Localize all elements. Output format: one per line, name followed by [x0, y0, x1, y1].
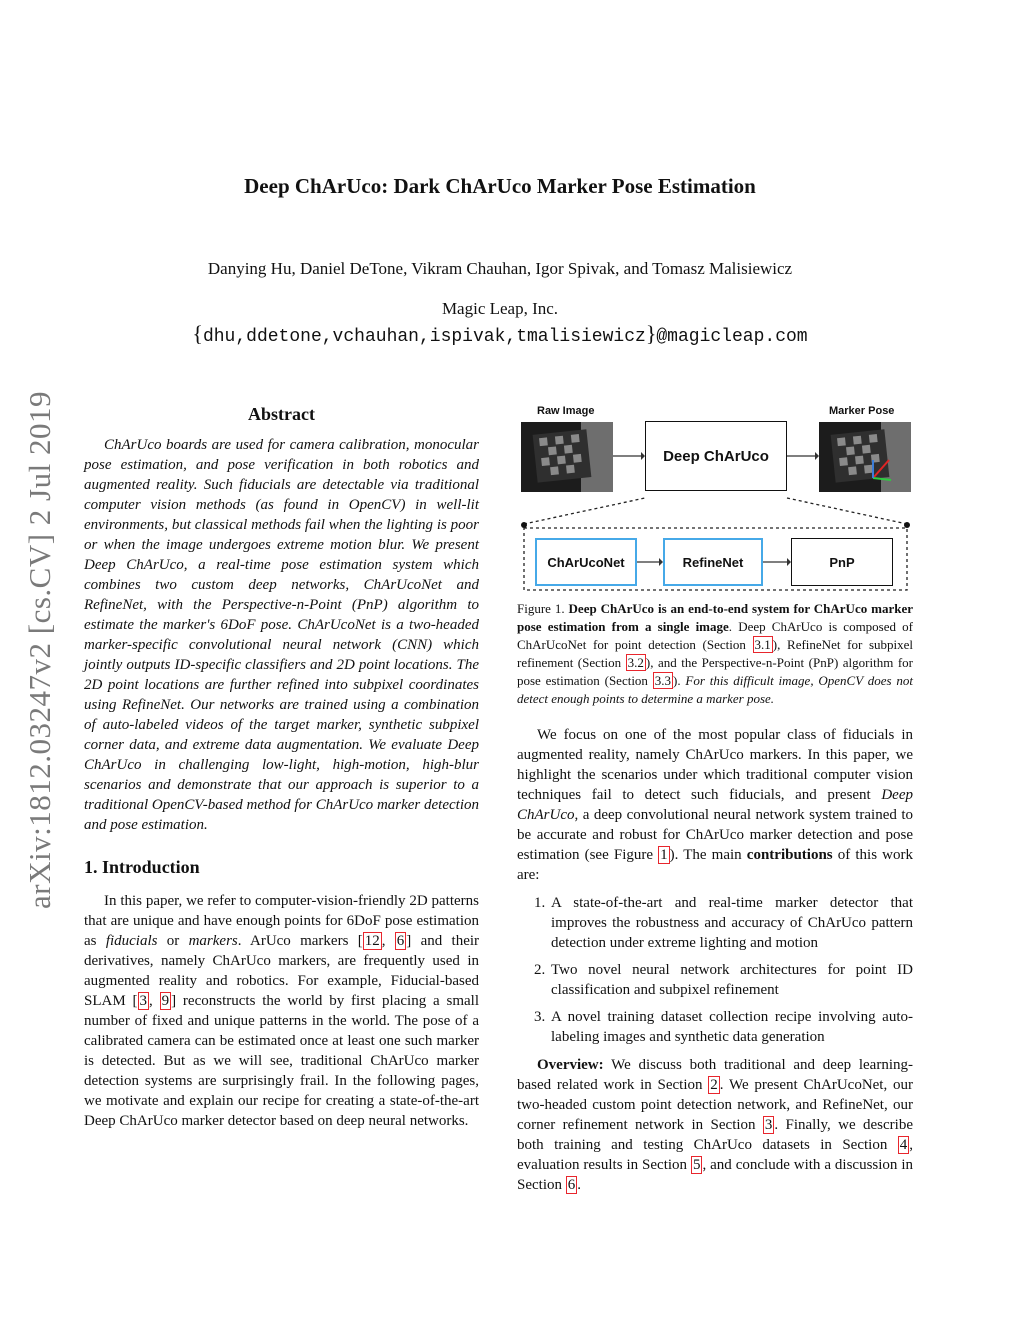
text-run: ), RefineNet for subpixel refinement (Section	[517, 637, 914, 670]
section-link-3-2[interactable]: 3.2	[627, 655, 644, 670]
list-item: 2. Two novel neural network architectures for point ID classification and subpixel refinement	[549, 960, 913, 1000]
raw-image-photo	[521, 422, 613, 492]
text-run: In this paper, we refer to computer-vision-friendly 2D patterns that are unique and have enough points for 6DoF pose estimation as	[84, 893, 479, 949]
emphasis-deep-charuco: Deep ChArUco	[517, 787, 913, 823]
section-link-3-1[interactable]: 3.1	[754, 637, 771, 652]
email-usernames: dhu,ddetone,vchauhan,ispivak,tmalisiewicz	[202, 327, 646, 347]
text-run: . We present ChArUcoNet, our two-headed custom point detection network, and RefineNet, our corner refinement network in Section	[517, 1077, 913, 1133]
section-link-3-3[interactable]: 3.3	[654, 673, 671, 688]
overview-paragraph	[517, 1055, 913, 1195]
pnp-box: PnP	[791, 538, 893, 586]
arrow-to-pose-icon	[787, 450, 819, 462]
citation-link-9[interactable]: 9	[161, 993, 170, 1009]
charuco-board-pose-icon	[819, 422, 911, 492]
text-run: ,	[149, 993, 160, 1009]
text-run: of this work are:	[517, 847, 913, 883]
author-list: Danying Hu, Daniel DeTone, Vikram Chauhan, Igor Spivak, and Tomasz Malisiewicz	[207, 259, 793, 278]
arrow-to-model-icon	[613, 450, 645, 462]
figure-1	[517, 400, 913, 600]
email-brace-close: }	[645, 321, 657, 346]
focus-paragraph	[517, 725, 913, 885]
overview-label: Overview:	[537, 1057, 604, 1073]
abstract-text: ChArUco boards are used for camera calibration, monocular pose estimation, and pose verification in both robotics and augmented reality. Such fiducials are detectable via traditional computer vision methods (as found in OpenCV) in well-lit environments, but classical methods fail when the lighting is poor or when the image undergoes extreme motion blur. We present Deep ChArUco, a real-time pose estimation system which combines two custom deep networks, ChArUcoNet and RefineNet, with the Perspective-n-Point (PnP) algorithm to estimate the marker's 6DoF pose. ChArUcoNet is a two-headed marker-specific convolutional neural network (CNN) which jointly outputs ID-specific classifiers and 2D point locations. The 2D point locations are further refined into subpixel coordinates using RefineNet. Our networks are trained using a combination of auto-labeled videos of the target marker, synthetic subpixel corner data, and extreme data augmentation. We evaluate Deep ChArUco in challenging low-light, high-motion, high-blur scenarios and demonstrate that our approach is superior to a traditional OpenCV-based method for ChArUco marker detection and pose estimation.	[84, 437, 479, 833]
raw-image-label: Raw Image	[537, 405, 595, 417]
contributions-list	[517, 893, 913, 1047]
citation-link-3[interactable]: 3	[139, 993, 148, 1009]
text-run: . ArUco markers [	[237, 933, 363, 949]
marker-pose-photo	[819, 422, 911, 492]
affiliation: Magic Leap, Inc.	[441, 299, 559, 318]
caption-italic-text: For this difficult image, OpenCV does not detect enough points to determine a marker pose.	[517, 673, 913, 706]
figure-1-caption	[517, 600, 913, 708]
arxiv-identifier: arXiv:1812.03247v2 [cs.CV] 2 Jul 2019	[22, 391, 57, 909]
section-link-5[interactable]: 5	[692, 1157, 701, 1173]
email-brace-open: {	[192, 321, 203, 346]
text-run: ] and their derivatives, namely ChArUco markers, are frequently used in augmented reality and robotics. For example, Fiducial-based SLAM [	[84, 933, 480, 1009]
citation-link-12[interactable]: 12	[364, 933, 380, 949]
text-run: ,	[381, 933, 395, 949]
text-run: ).	[673, 673, 686, 688]
section-link-4[interactable]: 4	[899, 1137, 908, 1153]
introduction-heading: 1. Introduction	[84, 857, 200, 877]
figure-link-1[interactable]: 1	[660, 847, 668, 863]
section-link-2[interactable]: 2	[710, 1077, 718, 1093]
section-link-6[interactable]: 6	[567, 1177, 576, 1193]
emphasis-markers: markers	[188, 933, 238, 949]
caption-bold-text: Deep ChArUco is an end-to-end system for ChArUco marker pose estimation from a single image	[517, 601, 913, 634]
text-run: We focus on one of the most popular class of fiducials in augmented reality, namely ChArUco markers. In this paper, we highlight the scenarios under which traditional computer vision techniques fail to detect such fiducials, and present	[517, 727, 913, 803]
author-emails	[0, 321, 1000, 347]
text-run: or	[157, 933, 189, 949]
charuconet-box: ChArUcoNet	[535, 538, 637, 586]
emphasis-fiducials: fiducials	[105, 933, 158, 949]
list-item: 3. A novel training dataset collection recipe involving auto-labeling images and synthetic data generation	[549, 1007, 913, 1047]
text-run: We discuss both traditional and deep learning-based related work in Section	[517, 1057, 913, 1093]
emphasis-contributions: contributions	[746, 847, 833, 863]
text-run: ), and the Perspective-n-Point (PnP) algorithm for pose estimation (Section	[517, 655, 913, 688]
text-run: , and conclude with a discussion in Section	[517, 1157, 913, 1193]
section-link-3[interactable]: 3	[764, 1117, 773, 1133]
marker-pose-label: Marker Pose	[829, 405, 895, 417]
charuco-board-raw-icon	[521, 422, 613, 492]
introduction-paragraph	[84, 891, 479, 1131]
text-run: ). The main	[669, 847, 747, 863]
list-item: 1. A state-of-the-art and real-time marker detector that improves the robustness and accuracy of ChArUco pattern detection under extreme lighting and motion	[549, 893, 913, 953]
text-run: .	[577, 1177, 581, 1193]
right-column	[517, 600, 913, 1195]
left-column	[84, 404, 479, 1131]
email-domain: @magicleap.com	[656, 327, 808, 347]
text-run: ] reconstructs the world by first placing a small number of fixed and unique patterns in the world. The pose of a calibrated camera can be estimated once at least one such marker is detected. But as we will see, traditional ChArUco marker detection systems are surprisingly frail. In the following pages, we motivate and explain our recipe for creating a state-of-the-art Deep ChArUco marker detector based on deep neural networks.	[84, 993, 480, 1129]
citation-link-6[interactable]: 6	[396, 933, 405, 949]
text-run: , evaluation results in Section	[517, 1137, 913, 1173]
caption-number: Figure 1.	[517, 601, 569, 616]
abstract-heading: Abstract	[248, 404, 315, 424]
text-run: . Finally, we describe both training and testing ChArUco datasets in Section	[517, 1117, 913, 1153]
deep-charuco-box: Deep ChArUco	[645, 421, 787, 491]
text-run: . Deep ChArUco is composed of ChArUcoNet for point detection (Section	[517, 619, 913, 652]
text-run: , a deep convolutional neural network system trained to be accurate and robust for ChArUco marker detection and pose estimation (see Figure	[517, 807, 913, 863]
refinenet-box: RefineNet	[663, 538, 763, 586]
paper-title: Deep ChArUco: Dark ChArUco Marker Pose Estimation	[244, 174, 756, 198]
